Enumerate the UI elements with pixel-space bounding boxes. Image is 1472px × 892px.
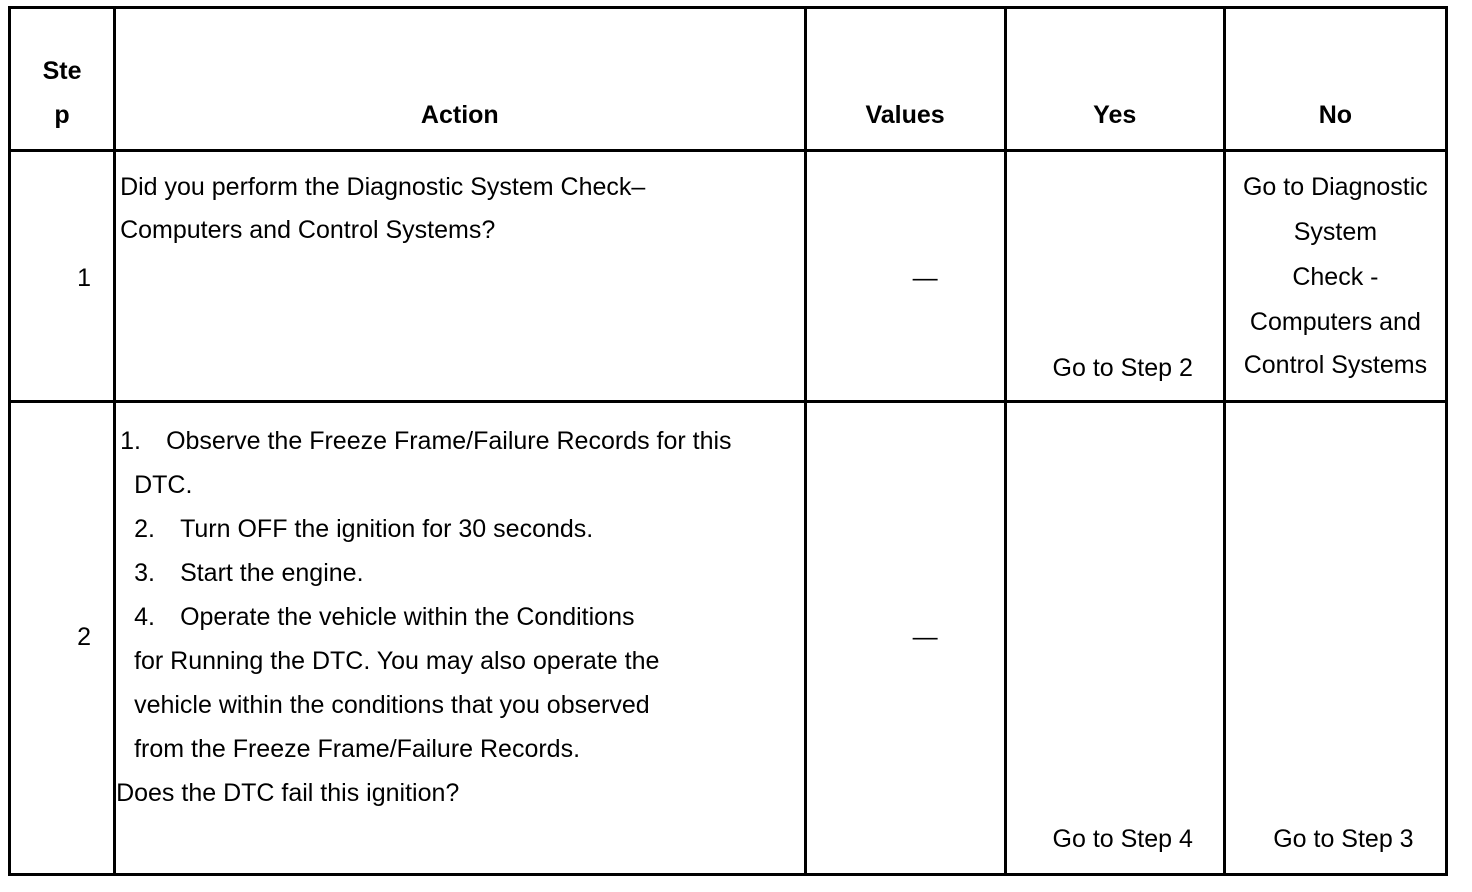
yes-go-to-step-4: Go to Step 4: [1052, 825, 1193, 853]
diagnostic-table-container: [8, 6, 1448, 876]
header-no: No: [1224, 8, 1446, 151]
action-cell: [115, 402, 805, 875]
table-row: [10, 402, 1447, 875]
yes-cell: [1005, 402, 1224, 875]
no-line: Go to Diagnostic: [1242, 173, 1428, 201]
header-step: [10, 8, 115, 151]
action-cell: [115, 151, 805, 402]
action-item: for Running the DTC. You may also operate the: [134, 647, 660, 675]
yes-go-to-step-2: Go to Step 2: [1052, 354, 1193, 382]
values-dash: —: [912, 264, 938, 292]
no-go-to-step-3: Go to Step 3: [1273, 825, 1414, 853]
values-cell: [805, 151, 1005, 402]
action-question: Does the DTC fail this ignition?: [116, 779, 460, 807]
action-item: DTC.: [134, 471, 193, 499]
no-cell: [1224, 151, 1446, 402]
table-row: [10, 151, 1447, 402]
action-item: vehicle within the conditions that you observed: [134, 691, 650, 719]
step-number: 2: [77, 623, 92, 651]
action-line: Did you perform the Diagnostic System Check–: [120, 173, 646, 201]
action-item: 4. Operate the vehicle within the Conditions: [134, 603, 635, 631]
no-line: Control Systems: [1243, 351, 1428, 379]
action-item: 2. Turn OFF the ignition for 30 seconds.: [134, 515, 594, 543]
header-action: Action: [115, 8, 805, 151]
action-item: 3. Start the engine.: [134, 559, 364, 587]
diagnostic-table: [8, 6, 1448, 876]
table-header-row: [10, 8, 1447, 151]
no-line: System: [1293, 218, 1378, 246]
header-yes: Yes: [1005, 8, 1224, 151]
step-number: 1: [77, 264, 92, 292]
values-cell: [805, 402, 1005, 875]
action-item: from the Freeze Frame/Failure Records.: [134, 735, 581, 763]
action-item: 1. Observe the Freeze Frame/Failure Records for this: [120, 427, 732, 455]
yes-cell: [1005, 151, 1224, 402]
step-cell: [10, 402, 115, 875]
header-step-label: Step: [42, 57, 82, 129]
values-dash: —: [912, 623, 938, 651]
step-cell: [10, 151, 115, 402]
action-line: Computers and Control Systems?: [120, 216, 496, 244]
no-line: Computers and: [1249, 308, 1421, 336]
header-values: Values: [805, 8, 1005, 151]
no-line: Check -: [1292, 263, 1379, 291]
no-cell: [1224, 402, 1446, 875]
